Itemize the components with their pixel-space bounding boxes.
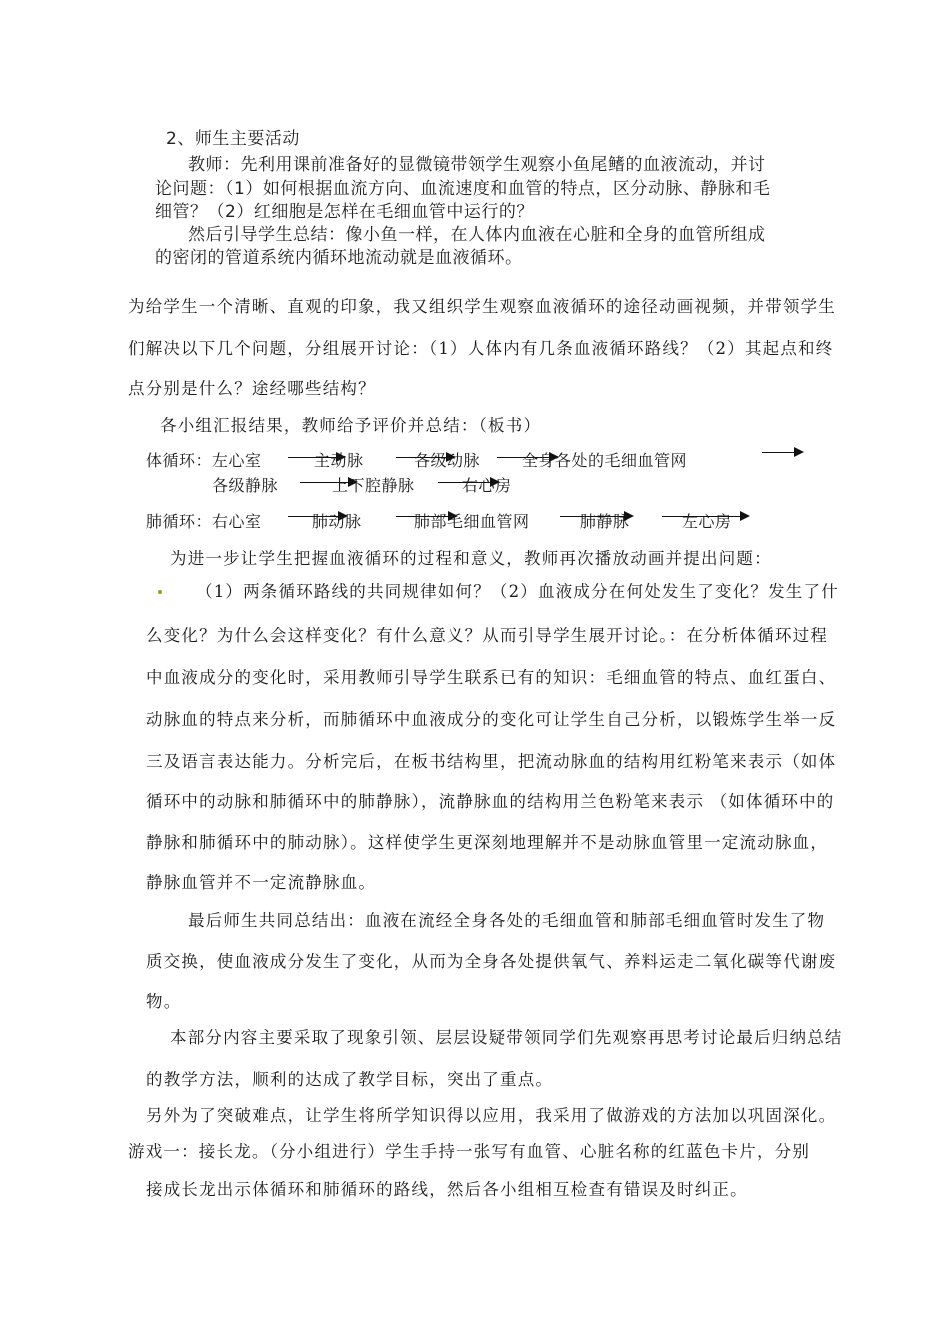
paragraph-line: 的教学方法，顺利的达成了教学目标，突出了重点。 (146, 1070, 554, 1089)
scan-line: 论问题：（1）如何根据血流方向、血流速度和血管的特点，区分动脉、静脉和毛 (155, 179, 771, 199)
paragraph-line: 么变化？为什么会这样变化？有什么意义？从而引导学生展开讨论。：在分析体循环过程 (146, 626, 829, 645)
paragraph-line: 另外为了突破难点，让学生将所学知识得以应用，我采用了做游戏的方法加以巩固深化。 (146, 1106, 837, 1125)
paragraph-line: 为进一步让学生把握血液循环的过程和意义，教师再次播放动画并提出问题： (170, 549, 772, 568)
paragraph-line: 物。 (146, 992, 182, 1011)
flow-node: 左心房 (682, 512, 732, 531)
paragraph-line: 游戏一：接长龙。（分小组进行）学生手持一张写有血管、心脏名称的红蓝色卡片，分别 (128, 1142, 811, 1161)
scan-line: 然后引导学生总结：像小鱼一样，在人体内血液在心脏和全身的血管所组成 (188, 225, 766, 245)
scan-line: 教师：先利用课前准备好的显微镜带领学生观察小鱼尾鳍的血液流动，并讨 (188, 155, 766, 175)
flow-node: 肺动脉 (312, 512, 362, 531)
paragraph-line: 循环中的动脉和肺循环中的肺静脉），流静脉血的结构用兰色粉笔来表示 （如体循环中的 (146, 792, 835, 811)
flow-arrow (762, 452, 802, 453)
section-heading: 2、师生主要活动 (166, 129, 300, 149)
paragraph-line: （1）两条循环路线的共同规律如何？（2）血液成分在何处发生了变化？发生了什 (196, 582, 839, 601)
paragraph-line: 们解决以下几个问题，分组展开讨论：（1）人体内有几条血液循环路线？（2）其起点和终 (128, 339, 834, 358)
flow-node: 各级静脉 (212, 476, 279, 495)
scan-line: 的密闭的管道系统内循环地流动就是血液循环。 (155, 248, 523, 268)
flow-node: 左心室 (212, 451, 262, 470)
flow-node: 肺静脉 (580, 512, 630, 531)
flow-node: 上下腔静脉 (332, 476, 415, 495)
paragraph-line: 静脉血管并不一定流静脉血。 (146, 873, 377, 892)
pulmonary-label: 肺循环： (146, 512, 213, 531)
flow-node: 各级动脉 (414, 451, 481, 470)
scan-line: 细管？（2）红细胞是怎样在毛细血管中运行的？ (155, 202, 534, 222)
flow-node: 全身各处的毛细血管网 (522, 451, 688, 470)
flow-node: 右心房 (462, 476, 512, 495)
paragraph-line: 中血液成分的变化时，采用教师引导学生联系已有的知识：毛细血管的特点、血红蛋白、 (146, 668, 837, 687)
flow-node: 右心室 (212, 512, 262, 531)
paragraph-line: 接成长龙出示体循环和肺循环的路线，然后各小组相互检查有错误及时纠正。 (146, 1180, 748, 1199)
paragraph-line: 最后师生共同总结出：血液在流经全身各处的毛细血管和肺部毛细血管时发生了物 (188, 911, 826, 930)
paragraph-line: 三及语言表达能力。分析完后，在板书结构里，把流动脉血的结构用红粉笔来表示（如体 (146, 752, 837, 771)
stray-mark (158, 590, 162, 594)
paragraph-line: 质交换，使血液成分发生了变化，从而为全身各处提供氧气、养料运走二氧化碳等代谢废 (146, 952, 837, 971)
paragraph-line: 静脉和肺循环中的肺动脉）。这样使学生更深刻地理解并不是动脉血管里一定流动脉血， (146, 833, 829, 852)
systemic-label: 体循环： (146, 451, 213, 470)
paragraph-line: 动脉血的特点来分析，而肺循环中血液成分的变化可让学生自己分析，以锻炼学生举一反 (146, 710, 837, 729)
paragraph-line: 为给学生一个清晰、直观的印象，我又组织学生观察血液循环的途径动画视频，并带领学生 (128, 297, 836, 316)
flow-node: 肺部毛细血管网 (414, 512, 530, 531)
paragraph-line: 本部分内容主要采取了现象引领、层层设疑带领同学们先观察再思考讨论最后归纳总结 (170, 1028, 843, 1047)
paragraph-line: 各小组汇报结果，教师给予评价并总结：（板书） (160, 416, 542, 435)
paragraph-line: 点分别是什么？途经哪些结构？ (128, 379, 376, 398)
flow-node: 主动脉 (314, 451, 364, 470)
